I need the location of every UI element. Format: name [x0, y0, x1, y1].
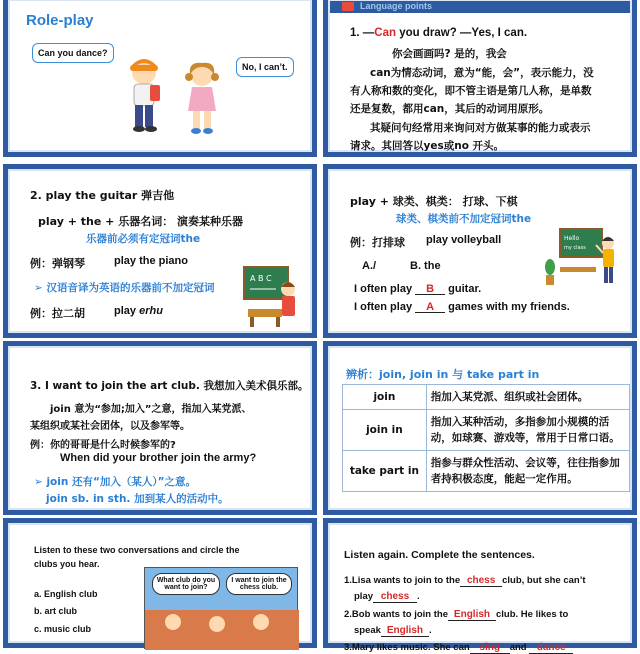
svg-text:Hello: Hello: [564, 235, 580, 242]
rule-note: 球类、棋类前不加定冠词the: [396, 213, 532, 225]
explanation-line-2: 有人称和数的变化，即不管主语是第几人称，是单数: [350, 85, 592, 97]
example-en: When did your brother join the army?: [60, 452, 257, 464]
sentence-2: 2.Bob wants to join the English club. He likes to: [344, 609, 569, 620]
example-en: play the piano: [114, 255, 188, 267]
boy-illustration-icon: [120, 59, 168, 139]
slide-join[interactable]: [3, 341, 317, 515]
slide-play-the-guitar[interactable]: [3, 164, 317, 338]
example-en: play volleyball: [426, 234, 502, 246]
example-cn: 例：打排球: [350, 236, 405, 249]
rule-text: play + 球类、棋类： 打球、下棋: [350, 195, 518, 208]
answer-blank-english-1[interactable]: English: [448, 610, 496, 621]
explanation-line-1: join 意为“参加;加入”之意，指加入某党派、: [50, 404, 252, 415]
answer-blank-chess-1[interactable]: chess: [460, 576, 502, 587]
cartoon-kid-1: [165, 614, 181, 630]
exercise-title: Listen again. Complete the sentences.: [344, 549, 535, 561]
answer-blank-sing[interactable]: sing: [470, 643, 510, 654]
example2-en: play erhu: [114, 305, 163, 317]
item-heading: 3. I want to join the art club. 我想加入美术俱乐部。: [30, 380, 309, 392]
table-cell-definition: 指加入某党派、组织或社会团体。: [426, 385, 629, 410]
item-heading: 2. play the guitar 弹吉他: [30, 189, 175, 202]
cartoon-kid-3: [253, 614, 269, 630]
sentence-1: 1.Lisa wants to join to the chess club, but she can’t: [344, 575, 586, 586]
teacher-blackboard-icon: [242, 263, 302, 329]
sentence-1: I often play B guitar.: [354, 283, 482, 295]
translation-text: 你会画画吗? 是的，我会: [392, 48, 507, 60]
example-cn: 例：你的哥哥是什么时候参军的?: [30, 440, 176, 451]
explanation-line-3: 还是复数，都用can，其后的动词用原形。: [350, 103, 550, 115]
explanation-line-1: can为情态动词，意为“能，会”，表示能力，没: [370, 67, 594, 79]
table-cell-definition: 指加入某种活动，多指参加小规模的活动，如球赛、游戏等，常用于日常口语。: [426, 410, 629, 451]
slide-content: [8, 523, 312, 643]
table-row: [343, 385, 630, 410]
slide-play-ball-games[interactable]: [323, 164, 637, 338]
sentence-2: I often play A games with my friends.: [354, 301, 570, 313]
instruction-line-2: clubs you hear.: [34, 559, 100, 569]
option-english-club[interactable]: a. English club: [34, 589, 98, 599]
book-icon: [342, 2, 354, 11]
option-art-club[interactable]: b. art club: [34, 606, 78, 616]
rule-note: 乐器前必须有定冠词the: [86, 233, 201, 245]
answer-blank-english-2[interactable]: English: [381, 626, 429, 637]
teacher-pointing-icon: [546, 227, 622, 287]
svg-text:my class: my class: [564, 245, 586, 251]
comparison-table: [342, 384, 630, 492]
tip-text: ➢ 汉语音译为英语的乐器前不加定冠词: [34, 282, 215, 294]
slide-role-play[interactable]: [3, 0, 317, 157]
answer-blank-chess-2[interactable]: chess: [373, 592, 417, 603]
slide-content: [328, 169, 632, 333]
speech-bubble-right: No, I can’t.: [236, 57, 294, 77]
explanation-line-4: 其疑问句经常用来询问对方做某事的能力或表示: [370, 122, 591, 134]
svg-text:A B C: A B C: [250, 274, 272, 283]
comparison-title: 辨析：join, join in 与 take part in: [346, 368, 540, 381]
slide-title: Role-play: [26, 12, 94, 29]
sentence-2-cont: speak English .: [354, 625, 432, 636]
section-header: Language points: [360, 1, 432, 11]
example-cn: 例：弹钢琴: [30, 257, 85, 270]
speech-bubble-left: Can you dance?: [32, 43, 114, 63]
sentence-3: 3.Mary likes music. She can sing and dance: [344, 642, 573, 654]
sentence-1-cont: play chess .: [354, 591, 420, 602]
slide-content: [328, 0, 632, 152]
slide-join-comparison[interactable]: [323, 341, 637, 515]
tip-line-2: join sb. in sth. 加到某人的活动中。: [46, 493, 229, 505]
table-cell-definition: 指参与群众性活动、会议等，往往指参加者持积极态度，能起一定作用。: [426, 451, 629, 492]
option-b: B. the: [410, 260, 441, 272]
cartoon-kid-2: [209, 616, 225, 632]
slide-content: [8, 169, 312, 333]
slide-content: [8, 346, 312, 510]
speech-bubble-answer: I want to join the chess club.: [226, 573, 292, 595]
table-cell-term: take part in: [343, 451, 427, 492]
slide-listen-circle[interactable]: [3, 518, 317, 648]
answer-blank-1[interactable]: B: [415, 284, 445, 295]
answer-blank-dance[interactable]: dance: [529, 643, 573, 654]
item-heading: 1. —Can you draw? —Yes, I can.: [350, 27, 528, 39]
table-cell-term: join: [343, 385, 427, 410]
speech-bubble-question: What club do you want to join?: [152, 573, 220, 595]
explanation-line-5: 请求。其回答以yes或no 开头。: [350, 140, 505, 152]
answer-blank-2[interactable]: A: [415, 302, 445, 313]
table-row: [343, 451, 630, 492]
rule-text: play + the + 乐器名词： 演奏某种乐器: [38, 215, 244, 228]
explanation-line-2: 某组织或某社会团体，以及参军等。: [30, 421, 190, 432]
table-cell-term: join in: [343, 410, 427, 451]
slide-content: [328, 346, 632, 510]
slide-content: [328, 523, 632, 653]
slide-content: [8, 0, 312, 152]
girl-illustration-icon: [180, 61, 224, 139]
tip-line-1: ➢ join 还有“加入（某人）”之意。: [34, 476, 197, 488]
example2-cn: 例：拉二胡: [30, 307, 85, 320]
table-row: [343, 410, 630, 451]
instruction-line-1: Listen to these two conversations and circle the: [34, 545, 240, 555]
option-a: A./: [362, 260, 377, 272]
slide-listen-complete[interactable]: [323, 518, 637, 653]
option-music-club[interactable]: c. music club: [34, 624, 92, 634]
slide-language-points[interactable]: [323, 0, 637, 157]
